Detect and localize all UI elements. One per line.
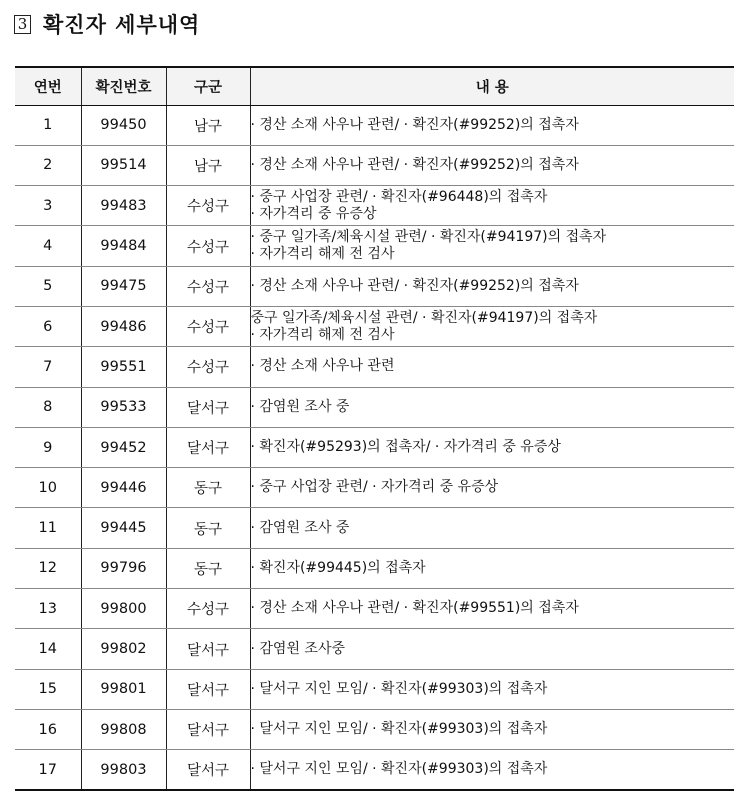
table-row <box>15 508 734 548</box>
content-line: · 중구 사업장 관련/ · 자가격리 중 유증상 <box>250 479 499 496</box>
content-cell <box>250 427 734 467</box>
content-cell <box>250 387 734 427</box>
case-id-cell: 99803 <box>81 750 166 790</box>
column-header-content: 내 용 <box>250 67 734 105</box>
table-row <box>15 347 734 387</box>
content-line: · 확진자(#95293)의 접촉자/ · 자가격리 중 유증상 <box>250 439 561 456</box>
content-cell <box>250 669 734 709</box>
table-row <box>15 186 734 226</box>
content-line: · 감염원 조사 중 <box>250 519 350 536</box>
content-line: · 달서구 지인 모임/ · 확진자(#99303)의 접촉자 <box>250 761 548 778</box>
column-header-case-id: 확진번호 <box>81 67 166 105</box>
content-cell <box>250 226 734 266</box>
content-line: · 경산 소재 사우나 관련/ · 확진자(#99252)의 접촉자 <box>250 156 579 173</box>
table-row <box>15 226 734 266</box>
district-cell: 달서구 <box>166 750 250 790</box>
content-cell <box>250 589 734 629</box>
content-cell <box>250 145 734 185</box>
serial-number-cell: 17 <box>15 750 81 790</box>
content-cell <box>250 105 734 145</box>
case-id-cell: 99484 <box>81 226 166 266</box>
serial-number-cell: 5 <box>15 266 81 306</box>
district-cell: 남구 <box>166 145 250 185</box>
case-details-table <box>15 66 734 791</box>
district-cell: 동구 <box>166 548 250 588</box>
case-id-cell: 99483 <box>81 186 166 226</box>
case-id-cell: 99445 <box>81 508 166 548</box>
serial-number-cell: 3 <box>15 186 81 226</box>
content-cell <box>250 186 734 226</box>
column-header-district: 구군 <box>166 67 250 105</box>
content-cell <box>250 629 734 669</box>
district-cell: 달서구 <box>166 709 250 749</box>
content-line: · 감염원 조사중 <box>250 640 345 657</box>
content-cell <box>250 508 734 548</box>
serial-number-cell: 7 <box>15 347 81 387</box>
district-cell: 남구 <box>166 105 250 145</box>
district-cell: 수성구 <box>166 186 250 226</box>
table-row <box>15 306 734 346</box>
table-row <box>15 266 734 306</box>
table-row <box>15 387 734 427</box>
district-cell: 수성구 <box>166 347 250 387</box>
content-cell <box>250 347 734 387</box>
district-cell: 달서구 <box>166 669 250 709</box>
table-row <box>15 629 734 669</box>
content-cell <box>250 750 734 790</box>
content-line: · 경산 소재 사우나 관련/ · 확진자(#99252)의 접촉자 <box>250 116 579 133</box>
table-row <box>15 468 734 508</box>
content-cell <box>250 468 734 508</box>
content-line: · 경산 소재 사우나 관련 <box>250 358 395 375</box>
table-row <box>15 145 734 185</box>
table-row <box>15 750 734 790</box>
content-line: · 확진자(#99445)의 접촉자 <box>250 559 426 576</box>
case-id-cell: 99446 <box>81 468 166 508</box>
case-id-cell: 99450 <box>81 105 166 145</box>
content-line: · 자가격리 중 유증상 <box>250 205 377 222</box>
serial-number-cell: 11 <box>15 508 81 548</box>
serial-number-cell: 12 <box>15 548 81 588</box>
table-row <box>15 589 734 629</box>
district-cell: 동구 <box>166 468 250 508</box>
serial-number-cell: 9 <box>15 427 81 467</box>
serial-number-cell: 4 <box>15 226 81 266</box>
serial-number-cell: 15 <box>15 669 81 709</box>
case-id-cell: 99533 <box>81 387 166 427</box>
content-line: · 달서구 지인 모임/ · 확진자(#99303)의 접촉자 <box>250 680 548 697</box>
case-id-cell: 99796 <box>81 548 166 588</box>
district-cell: 달서구 <box>166 427 250 467</box>
case-id-cell: 99800 <box>81 589 166 629</box>
content-line: · 감염원 조사 중 <box>250 398 350 415</box>
case-id-cell: 99808 <box>81 709 166 749</box>
case-id-cell: 99452 <box>81 427 166 467</box>
table-row <box>15 669 734 709</box>
content-line: · 경산 소재 사우나 관련/ · 확진자(#99551)의 접촉자 <box>250 600 579 617</box>
content-line: · 중구 사업장 관련/ · 확진자(#96448)의 접촉자 <box>250 188 548 205</box>
content-cell <box>250 709 734 749</box>
serial-number-cell: 1 <box>15 105 81 145</box>
serial-number-cell: 10 <box>15 468 81 508</box>
district-cell: 달서구 <box>166 629 250 669</box>
content-line: · 중구 일가족/체육시설 관련/ · 확진자(#94197)의 접촉자 <box>250 229 607 246</box>
table-body <box>15 105 734 790</box>
content-line: 중구 일가족/체육시설 관련/ · 확진자(#94197)의 접촉자 <box>250 309 598 326</box>
case-id-cell: 99514 <box>81 145 166 185</box>
content-cell <box>250 548 734 588</box>
table-header-row <box>15 67 734 105</box>
case-id-cell: 99801 <box>81 669 166 709</box>
page-title: 확진자 세부내역 <box>43 13 201 37</box>
table-row <box>15 105 734 145</box>
content-cell <box>250 266 734 306</box>
serial-number-cell: 16 <box>15 709 81 749</box>
content-line: · 자가격리 해제 전 검사 <box>250 246 395 263</box>
section-heading <box>14 9 200 39</box>
district-cell: 달서구 <box>166 387 250 427</box>
district-cell: 동구 <box>166 508 250 548</box>
column-header-serial: 연번 <box>15 67 81 105</box>
content-line: · 달서구 지인 모임/ · 확진자(#99303)의 접촉자 <box>250 721 548 738</box>
serial-number-cell: 13 <box>15 589 81 629</box>
content-line: · 자가격리 해제 전 검사 <box>250 326 395 343</box>
district-cell: 수성구 <box>166 226 250 266</box>
case-id-cell: 99486 <box>81 306 166 346</box>
serial-number-cell: 6 <box>15 306 81 346</box>
content-cell <box>250 306 734 346</box>
district-cell: 수성구 <box>166 266 250 306</box>
serial-number-cell: 14 <box>15 629 81 669</box>
case-id-cell: 99802 <box>81 629 166 669</box>
district-cell: 수성구 <box>166 306 250 346</box>
table-row <box>15 548 734 588</box>
case-id-cell: 99551 <box>81 347 166 387</box>
section-number-box: 3 <box>14 15 31 34</box>
case-id-cell: 99475 <box>81 266 166 306</box>
table-row <box>15 709 734 749</box>
content-line: · 경산 소재 사우나 관련/ · 확진자(#99252)의 접촉자 <box>250 277 579 294</box>
table-row <box>15 427 734 467</box>
district-cell: 수성구 <box>166 589 250 629</box>
serial-number-cell: 2 <box>15 145 81 185</box>
serial-number-cell: 8 <box>15 387 81 427</box>
